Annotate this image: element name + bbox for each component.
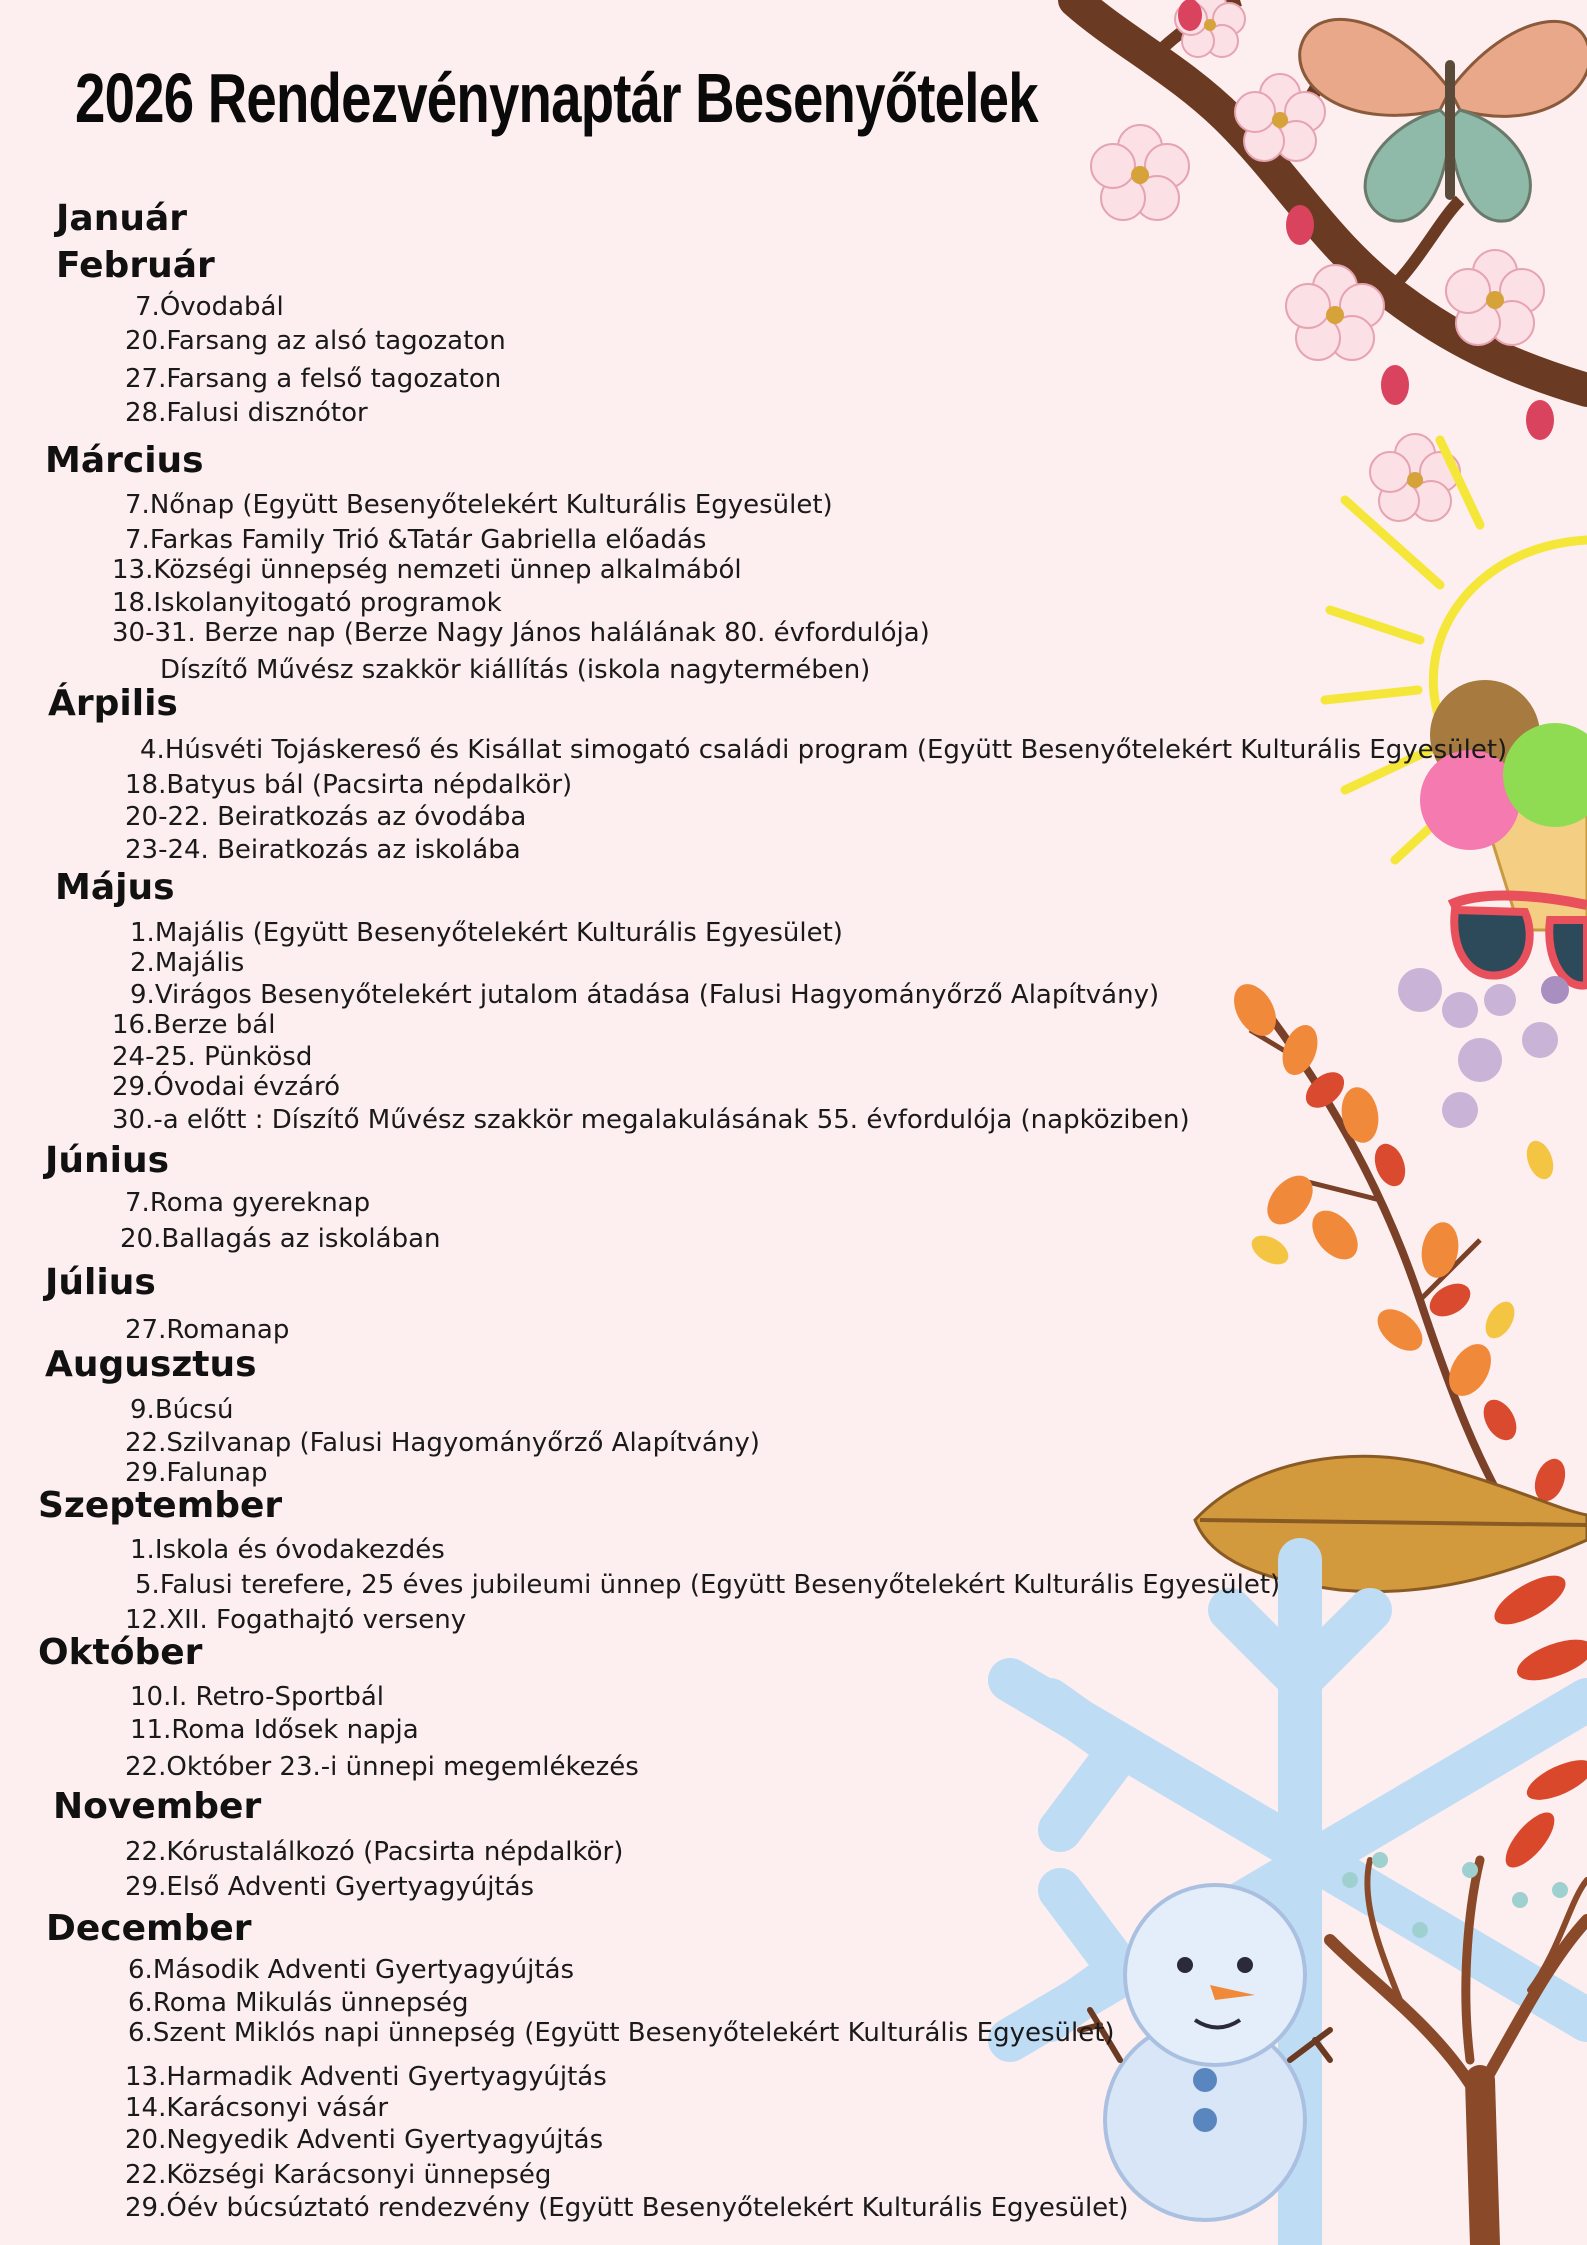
month-heading: Február (56, 245, 215, 286)
event-title: Falusi terefere, 25 éves jubileumi ünnep (Együtt Besenyőtelekért Kulturális Egyesület) (159, 1570, 1281, 1600)
event-date: 1. (130, 918, 155, 948)
event-date: 30-31. (112, 618, 196, 648)
event-row (125, 802, 526, 832)
event-title: Óvodabál (159, 292, 284, 322)
event-date: 12. (125, 1605, 167, 1635)
event-title: I. Retro-Sportbál (171, 1682, 384, 1712)
event-date: 10. (130, 1682, 172, 1712)
event-row (128, 1955, 574, 1985)
event-row (135, 292, 284, 322)
event-date: 18. (125, 770, 167, 800)
event-row (125, 770, 572, 800)
event-row (125, 1428, 760, 1458)
event-row (125, 1315, 289, 1345)
event-date: 13. (112, 555, 154, 585)
event-title: Iskola és óvodakezdés (154, 1535, 445, 1565)
event-title: Községi Karácsonyi ünnepség (166, 2160, 552, 2190)
event-title: Második Adventi Gyertyagyújtás (152, 1955, 575, 1985)
event-row (125, 490, 833, 520)
autumn-leaves-icon (1225, 977, 1570, 1530)
event-row (130, 1535, 445, 1565)
event-date: 13. (125, 2062, 167, 2092)
event-title: Első Adventi Gyertyagyújtás (166, 1872, 535, 1902)
event-organizer: (Falusi Hagyományőrző Alapítvány) (690, 980, 1160, 1010)
event-title: XII. Fogathajtó verseny (166, 1605, 467, 1635)
event-date: 22. (125, 1837, 167, 1867)
event-row (130, 1715, 419, 1745)
event-row (125, 2062, 607, 2092)
event-row (140, 735, 1507, 765)
event-row (128, 1988, 468, 2018)
event-row (130, 1682, 384, 1712)
event-title: Húsvéti Tojáskereső és Kisállat simogató családi program (Együtt Besenyőtelekért Kulturális Egyesület) (164, 735, 1508, 765)
event-row (112, 588, 502, 618)
butterfly-icon (1300, 19, 1587, 221)
event-date: 1. (130, 1535, 155, 1565)
month-heading: Május (55, 867, 175, 908)
event-row (112, 1105, 1190, 1135)
event-date: 9. (130, 980, 155, 1010)
month-heading: Október (38, 1632, 203, 1673)
event-row (130, 948, 244, 978)
event-row (125, 1188, 370, 1218)
event-date: 22. (125, 1752, 167, 1782)
month-heading: Március (45, 440, 204, 481)
event-title: Karácsonyi vásár (166, 2093, 389, 2123)
event-title: Beiratkozás az iskolába (217, 835, 521, 865)
event-row (112, 1042, 312, 1072)
event-row (125, 1605, 466, 1635)
event-date: 30.-a előtt : (112, 1105, 264, 1135)
month-heading: Augusztus (45, 1344, 257, 1385)
event-row (112, 1010, 275, 1040)
event-title: Díszítő Művész szakkör megalakulásának 55. évfordulója (napköziben) (271, 1105, 1190, 1135)
event-title: Falusi disznótor (166, 398, 368, 428)
event-date: 14. (125, 2093, 167, 2123)
event-date: 16. (112, 1010, 154, 1040)
event-date: 29. (125, 2193, 167, 2223)
event-date: 7. (135, 292, 160, 322)
event-row (125, 1837, 623, 1867)
event-title: Batyus bál (Pacsirta népdalkör) (166, 770, 573, 800)
event-date: 24-25. (112, 1042, 196, 1072)
event-title: Díszítő Művész szakkör kiállítás (iskola nagytermében) (160, 655, 871, 685)
event-title: Harmadik Adventi Gyertyagyújtás (166, 2062, 607, 2092)
event-row (125, 2193, 1129, 2223)
event-row (125, 2125, 603, 2155)
event-title: Roma gyereknap (149, 1188, 371, 1218)
event-date: 29. (112, 1072, 154, 1102)
event-title: Búcsú (154, 1395, 234, 1425)
event-title: Pünkösd (204, 1042, 313, 1072)
event-title: Óvodai évzáró (153, 1072, 341, 1102)
event-row (112, 1072, 340, 1102)
event-title: Szent Miklós napi ünnepség (Együtt Besenyőtelekért Kulturális Egyesület) (152, 2018, 1115, 2048)
event-date: 6. (128, 1988, 153, 2018)
event-title: Romanap (166, 1315, 290, 1345)
event-date: 7. (125, 1188, 150, 1218)
event-title: Roma Idősek napja (171, 1715, 419, 1745)
event-date: 28. (125, 398, 167, 428)
event-date: 11. (130, 1715, 172, 1745)
event-date: 7. (125, 525, 150, 555)
event-date: 27. (125, 364, 167, 394)
event-title: Ballagás az iskolában (161, 1224, 441, 1254)
event-date: 29. (125, 1872, 167, 1902)
event-row (120, 1224, 440, 1254)
event-title: Október 23.-i ünnepi megemlékezés (166, 1752, 639, 1782)
event-row (125, 2093, 388, 2123)
event-row (128, 2018, 1115, 2048)
event-date: 5. (135, 1570, 160, 1600)
month-heading: Július (45, 1262, 156, 1303)
event-date: 22. (125, 2160, 167, 2190)
event-date: 27. (125, 1315, 167, 1345)
event-row (125, 364, 501, 394)
event-row (112, 618, 930, 648)
month-heading: Január (56, 198, 187, 239)
event-row (160, 655, 870, 685)
event-row (125, 1458, 267, 1488)
event-date: 20-22. (125, 802, 209, 832)
page-title: 2026 Rendezvénynaptár Besenyőtelek (75, 59, 1038, 137)
event-date: 6. (128, 2018, 153, 2048)
event-title: Majális (Együtt Besenyőtelekért Kulturális Egyesület) (154, 918, 843, 948)
event-title: Iskolanyitogató programok (153, 588, 502, 618)
event-title: Farsang az alsó tagozaton (166, 326, 506, 356)
event-row (125, 1752, 639, 1782)
event-title: Virágos Besenyőtelekért jutalom átadása (154, 980, 691, 1010)
event-row (125, 1872, 534, 1902)
event-title: Kórustalálkozó (Pacsirta népdalkör) (166, 1837, 624, 1867)
month-heading: Június (45, 1140, 170, 1181)
event-date: 7. (125, 490, 150, 520)
event-row (130, 1395, 233, 1425)
event-row (125, 525, 706, 555)
event-title: Roma Mikulás ünnepség (152, 1988, 469, 2018)
event-title: Községi ünnepség nemzeti ünnep alkalmából (153, 555, 742, 585)
event-title: Berze bál (153, 1010, 276, 1040)
event-title: Farsang a felső tagozaton (166, 364, 502, 394)
event-title: Negyedik Adventi Gyertyagyújtás (166, 2125, 604, 2155)
month-heading: November (53, 1786, 262, 1827)
event-date: 23-24. (125, 835, 209, 865)
event-row (125, 835, 521, 865)
event-date: 6. (128, 1955, 153, 1985)
event-date: 9. (130, 1395, 155, 1425)
event-date: 18. (112, 588, 154, 618)
event-title: Majális (154, 948, 245, 978)
event-title: Beiratkozás az óvodába (217, 802, 527, 832)
event-row (130, 918, 843, 948)
month-heading: December (46, 1908, 252, 1949)
event-date: 4. (140, 735, 165, 765)
event-row (112, 555, 742, 585)
event-title: Szilvanap (166, 1428, 292, 1458)
event-date: 20. (120, 1224, 162, 1254)
event-date: 2. (130, 948, 155, 978)
month-heading: Árpilis (48, 683, 178, 724)
event-row (125, 2160, 551, 2190)
event-row (130, 980, 1159, 1010)
month-heading: Szeptember (38, 1485, 283, 1526)
event-row (125, 326, 506, 356)
event-row (125, 398, 368, 428)
event-title: Berze nap (Berze Nagy János halálának 80. évfordulója) (204, 618, 930, 648)
event-title: Nőnap (Együtt Besenyőtelekért Kulturális Egyesület) (149, 490, 833, 520)
event-title: Farkas Family Trió &Tatár Gabriella előadás (149, 525, 707, 555)
event-title: Óév búcsúztató rendezvény (Együtt Besenyőtelekért Kulturális Egyesület) (166, 2193, 1129, 2223)
event-row (135, 1570, 1280, 1600)
event-date: 29. (125, 1458, 167, 1488)
lilac-flowers-icon (1398, 968, 1569, 1128)
event-organizer: (Falusi Hagyományőrző Alapítvány) (291, 1428, 760, 1458)
bare-tree-icon (1330, 1860, 1587, 2245)
event-date: 20. (125, 2125, 167, 2155)
event-title: Falunap (166, 1458, 268, 1488)
event-date: 20. (125, 326, 167, 356)
event-date: 22. (125, 1428, 167, 1458)
